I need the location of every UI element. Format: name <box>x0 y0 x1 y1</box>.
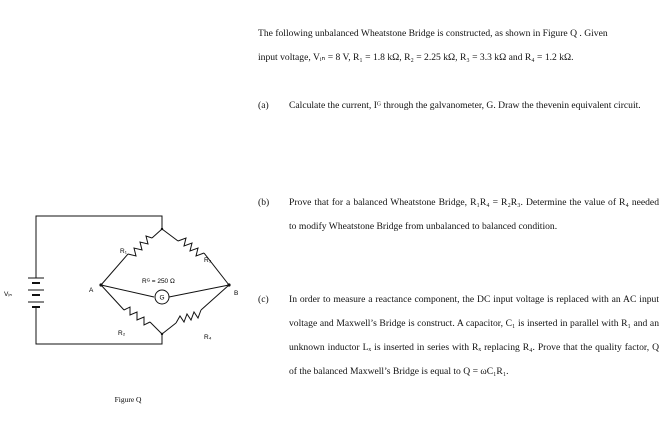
node-b-label: B <box>234 290 239 297</box>
part-a-label: (a) <box>258 100 269 111</box>
top-wire <box>36 216 162 260</box>
intro-line-2: input voltage, Vᵢₙ = 8 V, R₁ = 1.8 kΩ, R₂ = 2.25 kΩ, R₃ = 3.3 kΩ and R₄ = 1.2 kΩ. <box>258 52 574 63</box>
part-b-label: (b) <box>258 197 270 208</box>
node-b-dot <box>227 283 230 286</box>
intro-line-1: The following unbalanced Wheatstone Bridge is constructed, as shown in Figure Q . Given <box>258 28 608 39</box>
figure-caption: Figure Q <box>114 395 142 404</box>
part-b-text: Prove that for a balanced Wheatstone Bridge, R₁R₄ = R₂R₃. Determine the value of R₄ needed to modify Wheatstone Bridge from unbalanced to balanced condition. <box>289 197 659 232</box>
part-a-text: Calculate the current, Iᴳ through the galvanometer, G. Draw the thevenin equivalent circuit. <box>289 100 641 111</box>
r2-label: R₂ <box>118 330 126 337</box>
r1-label: R₁ <box>120 248 127 255</box>
part-c-text: In order to measure a reactance component, the DC input voltage is replaced with an AC input voltage and Maxwell’s Bridge is construct. A capacitor, C₁ is inserted in parallel with R₁ and an unknown inductor Lₓ is inserted in series with Rₓ replacing R₄. Prove that the quality factor, Q of the balanced Maxwell’s Bridge is equal to Q = ωC₁R₁. <box>289 294 659 377</box>
part-c-label: (c) <box>258 294 269 305</box>
galvanometer-wire-right <box>169 285 229 297</box>
r4-label: R₄ <box>204 334 212 341</box>
resistor-r4 <box>162 285 229 334</box>
galvanometer-wire-left <box>101 285 154 297</box>
node-a-dot <box>99 283 102 286</box>
resistor-r1 <box>101 229 162 285</box>
battery-icon <box>28 278 44 312</box>
bottom-wire <box>36 312 162 344</box>
node-a-label: A <box>89 287 94 294</box>
vin-label: Vᵢₙ <box>4 291 12 298</box>
resistor-r3 <box>162 229 229 285</box>
r3-label: R₃ <box>204 257 212 264</box>
galvanometer-label: G <box>159 294 165 302</box>
rg-label: Rᴳ = 250 Ω <box>142 278 175 285</box>
